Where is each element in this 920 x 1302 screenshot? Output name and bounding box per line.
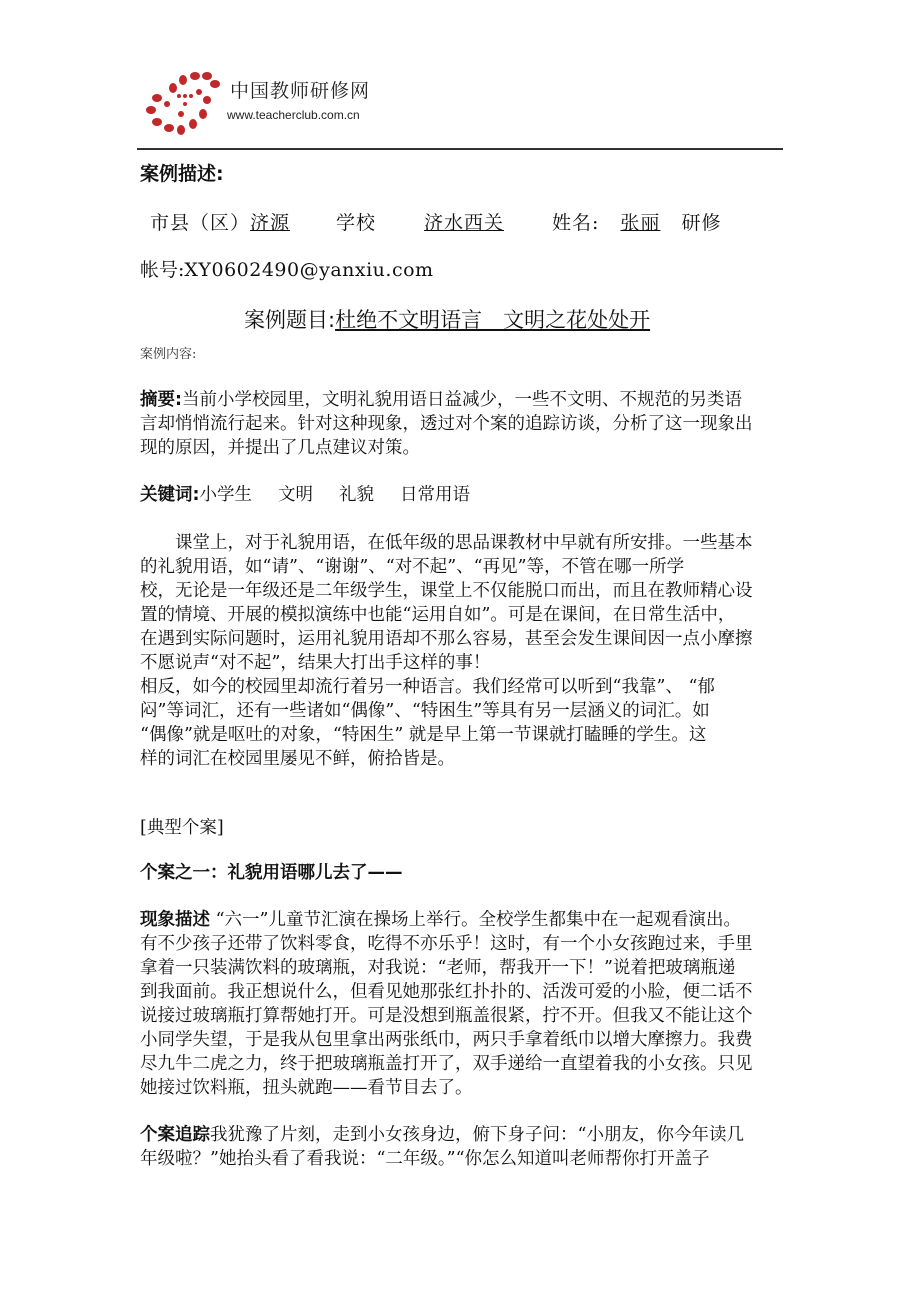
site-logo [145,68,385,140]
school-label: 学校 [336,212,377,234]
keyword: 日常用语 [400,485,470,505]
account-label: 帐号: [140,259,185,281]
info-line [150,211,721,235]
paragraph-line: 不愿说声“对不起”，结果大打出手这样的事！ [140,653,491,673]
paragraph-line: 置的情境、开展的模拟演练中也能“运用自如”。可是在课间，在日常生活中， [140,605,736,625]
paragraph-line: 课堂上，对于礼貌用语，在低年级的思品课教材中早就有所安排。一些基本 [140,533,753,553]
account-label-tail: 研修 [681,212,722,234]
name-label: 姓名: [552,212,600,234]
abstract-label: 摘要: [140,390,182,410]
paragraph-line: 的礼貌用语，如“请”、“谢谢”、“对不起”、“再见”等，不管在哪一所学 [140,557,685,577]
paragraph-line: 说接过玻璃瓶打算帮她打开。可是没想到瓶盖很紧，拧不开。但我又不能让这个 [140,1006,753,1026]
typical-cases-section [140,816,224,840]
paragraph-line: 闷”等词汇，还有一些诸如“偶像”、“特困生”等具有另一层涵义的词汇。如 [140,701,710,721]
abstract-line: 言却悄悄流行起来。针对这种现象，透过对个案的追踪访谈，分析了这一现象出 [140,414,753,434]
tracking-section [140,1123,744,1171]
typical-cases-heading: [典型个案] [140,818,224,838]
phenomenon-section [140,908,753,1100]
keyword: 小学生 [199,485,252,505]
paragraph-line: 到我面前。我正想说什么，但看见她那张红扑扑的、活泼可爱的小脸，便二话不 [140,982,753,1002]
paragraph-line: 年级啦？”她抬头看了看我说：“二年级。”“你怎么知道叫老师帮你打开盖子 [140,1149,710,1169]
name-value: 张丽 [620,212,661,234]
paragraph-line: 校，无论是一年级还是二年级学生，课堂上不仅能脱口而出，而且在教师精心设 [140,581,753,601]
account-line [140,258,434,282]
keywords [140,483,470,507]
case-title-label: 案例题目: [244,308,336,332]
region-label: 市县（区） [150,212,251,234]
account-value: XY0602490@yanxiu.com [184,259,434,281]
tracking-label: 个案追踪 [140,1125,210,1145]
abstract-line: 现的原因，并提出了几点建议对策。 [140,438,420,458]
paragraph-line: 小同学失望，于是我从包里拿出两张纸巾，两只手拿着纸巾以增大摩擦力。我费 [140,1030,753,1050]
region-value: 济源 [250,212,291,234]
paragraph-line: “六一”儿童节汇演在操场上举行。全校学生都集中在一起观看演出。 [210,910,741,930]
phenomenon-label: 现象描述 [140,910,210,930]
paragraph-line: 她接过饮料瓶，扭头就跑——看节目去了。 [140,1078,473,1098]
case-title [244,306,650,334]
content-label: 案例内容: [140,347,197,362]
school-value: 济水西关 [424,212,505,234]
case-description-heading: 案例描述: [140,163,224,185]
case1-section [140,861,403,885]
flower-logo-icon [145,68,225,140]
case1-title: 个案之一：礼貌用语哪儿去了—— [140,863,403,883]
keyword: 礼貌 [339,485,374,505]
brand-url: www.teacherclub.com.cn [227,108,360,122]
paragraph-line: 我犹豫了片刻，走到小女孩身边，俯下身子问：“小朋友，你今年读几 [210,1125,744,1145]
keywords-label: 关键词: [140,485,200,505]
body-paragraph [140,531,753,771]
paragraph-line: “偶像”就是呕吐的对象，“特困生” 就是早上第一节课就打瞌睡的学生。这 [140,725,707,745]
abstract [140,388,753,460]
header-divider [137,148,783,150]
paragraph-line: 在遇到实际问题时，运用礼貌用语却不那么容易，甚至会发生课间因一点小摩擦 [140,629,753,649]
paragraph-line: 有不少孩子还带了饮料零食，吃得不亦乐乎！这时，有一个小女孩跑过来，手里 [140,934,753,954]
paragraph-line: 尽九牛二虎之力，终于把玻璃瓶盖打开了，双手递给一直望着我的小女孩。只见 [140,1054,753,1074]
paragraph-line: 样的词汇在校园里屡见不鲜，俯拾皆是。 [140,749,455,769]
paragraph-line: 相反，如今的校园里却流行着另一种语言。我们经常可以听到“我靠”、 “郁 [140,677,715,697]
keyword: 文明 [278,485,313,505]
abstract-line: 当前小学校园里，文明礼貌用语日益减少，一些不文明、不规范的另类语 [182,390,742,410]
case-title-text: 杜绝不文明语言 文明之花处处开 [335,308,651,332]
brand-name: 中国教师研修网 [230,80,371,102]
paragraph-line: 拿着一只装满饮料的玻璃瓶，对我说：“老师，帮我开一下！”说着把玻璃瓶递 [140,958,736,978]
